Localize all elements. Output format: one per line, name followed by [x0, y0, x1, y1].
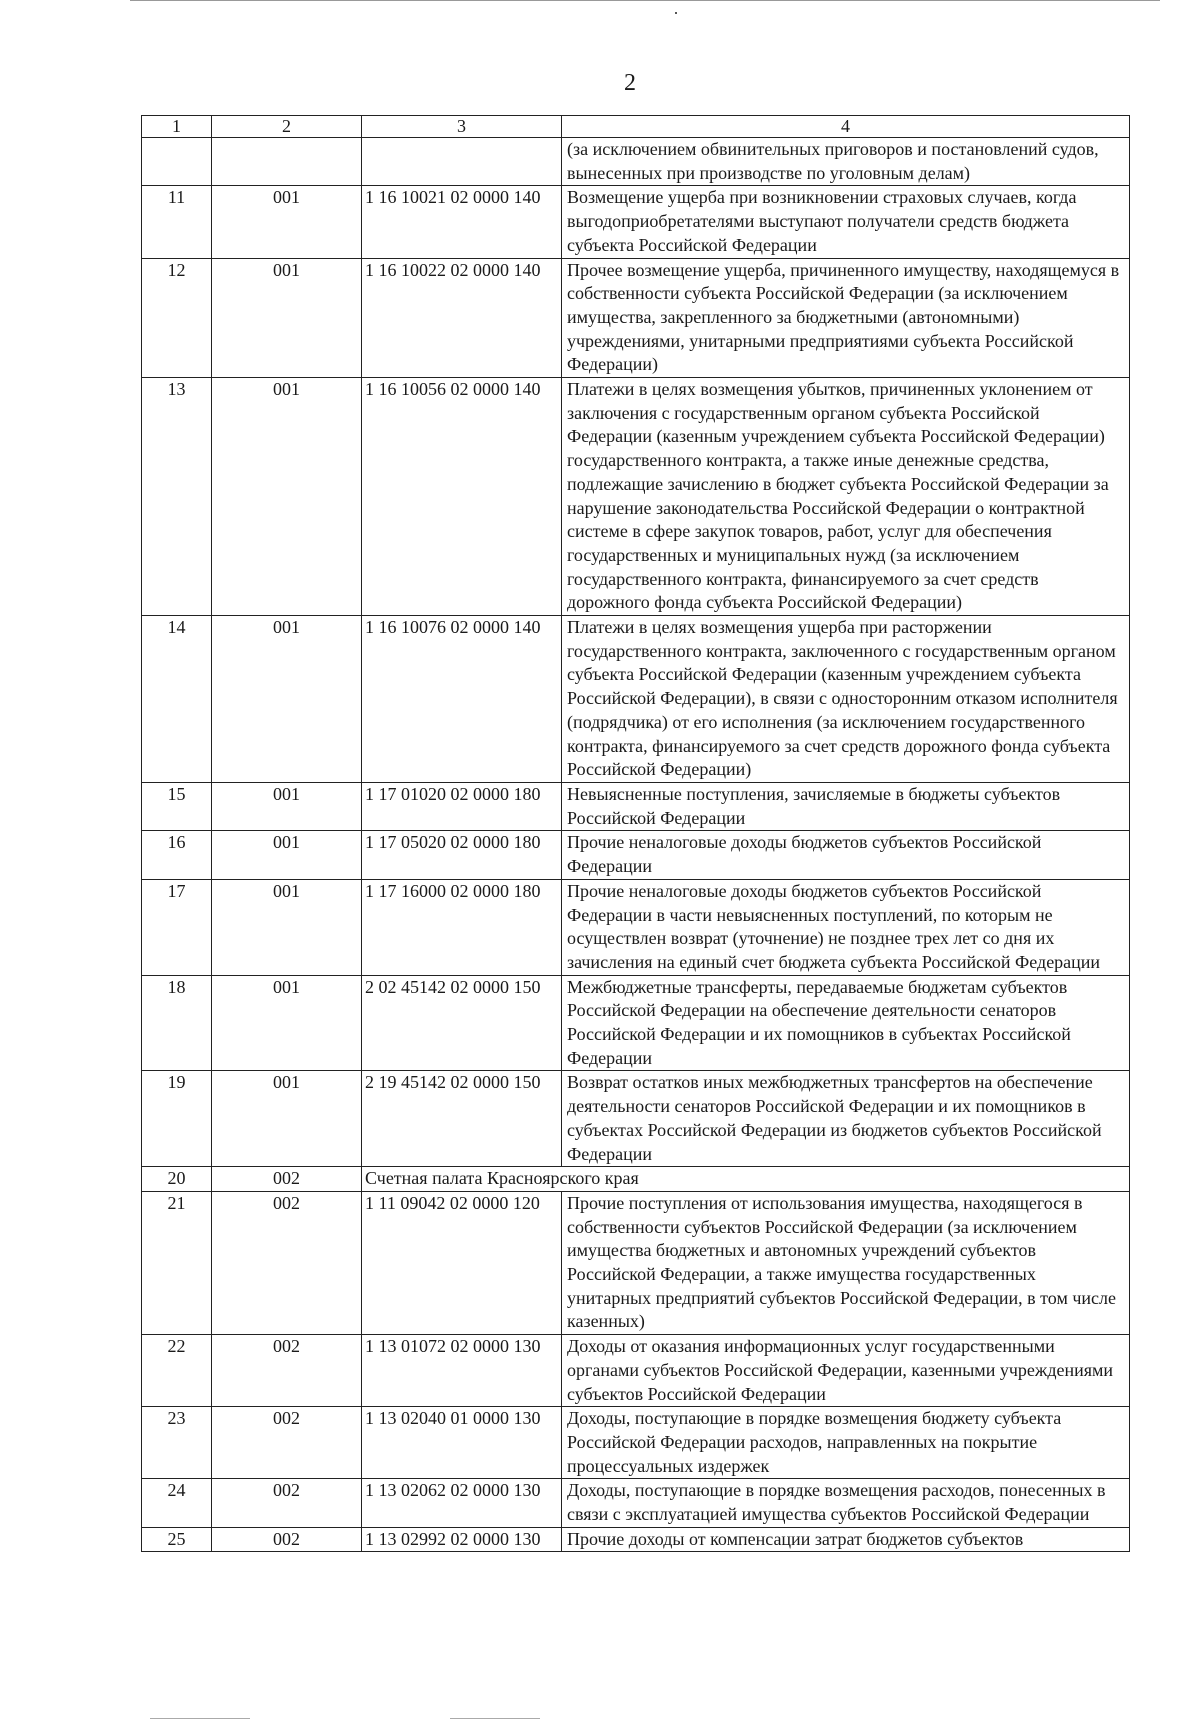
revenue-description-cell: Доходы, поступающие в порядке возмещения расходов, понесенных в связи с эксплуатацией имущества субъектов Российской Федерации [562, 1479, 1130, 1527]
row-number-cell [142, 138, 212, 186]
row-number-cell: 13 [142, 378, 212, 616]
revenue-description-cell: Прочие поступления от использования имущества, находящегося в собственности субъектов Российской Федерации (за исключением имущества бюджетных и автономных учреждений субъектов Российской Федерации, а также имущества государственных унитарных предприятий субъектов Российской Федерации, в том числе казенных) [562, 1191, 1130, 1334]
budget-code-cell: 1 13 02992 02 0000 130 [362, 1527, 562, 1552]
row-number-cell: 15 [142, 782, 212, 830]
admin-code-cell: 001 [212, 258, 362, 378]
row-number-cell: 17 [142, 879, 212, 975]
revenue-description-cell: Межбюджетные трансферты, передаваемые бюджетам субъектов Российской Федерации на обеспечение деятельности сенаторов Российской Федерации и их помощников в субъектах Российской Федерации [562, 975, 1130, 1071]
admin-code-cell: 002 [212, 1191, 362, 1334]
budget-code-cell: 1 13 01072 02 0000 130 [362, 1335, 562, 1407]
revenue-description-cell: (за исключением обвинительных приговоров и постановлений судов, вынесенных при производстве по уголовным делам) [562, 138, 1130, 186]
budget-code-cell: 2 02 45142 02 0000 150 [362, 975, 562, 1071]
budget-code-cell: 1 13 02062 02 0000 130 [362, 1479, 562, 1527]
revenue-description-cell: Возврат остатков иных межбюджетных трансфертов на обеспечение деятельности сенаторов Российской Федерации и их помощников в субъектах Российской Федерации из бюджетов субъектов Российской Федерации [562, 1071, 1130, 1167]
row-number-cell: 20 [142, 1167, 212, 1192]
admin-code-cell: 001 [212, 616, 362, 783]
revenue-description-cell: Платежи в целях возмещения убытков, причиненных уклонением от заключения с государственным органом субъекта Российской Федерации (казенным учреждением субъекта Российской Федерации) государственного контракта, а также иные денежные средства, подлежащие зачислению в бюджет субъекта Российской Федерации за нарушение законодательства Российской Федерации о контрактной системе в сфере закупок товаров, работ, услуг для обеспечения государственных и муниципальных нужд (за исключением государственного контракта, финансируемого за счет средств дорожного фонда субъекта Российской Федерации) [562, 378, 1130, 616]
header-col-1: 1 [142, 116, 212, 138]
admin-code-cell: 001 [212, 879, 362, 975]
admin-code-cell: 002 [212, 1167, 362, 1192]
budget-code-cell: 1 11 09042 02 0000 120 [362, 1191, 562, 1334]
table-row [142, 1335, 1130, 1407]
table-row [142, 138, 1130, 186]
budget-code-cell: 1 16 10021 02 0000 140 [362, 186, 562, 258]
bottom-mark [150, 1718, 250, 1719]
revenue-description-cell: Прочие неналоговые доходы бюджетов субъектов Российской Федерации [562, 831, 1130, 879]
table-header-row [142, 116, 1130, 138]
table-row [142, 1191, 1130, 1334]
budget-code-cell: 1 17 01020 02 0000 180 [362, 782, 562, 830]
table-row [142, 186, 1130, 258]
revenue-description-cell: Прочие неналоговые доходы бюджетов субъектов Российской Федерации в части невыясненных поступлений, по которым не осуществлен возврат (уточнение) не позднее трех лет со дня их зачисления на единый счет бюджета субъекта Российской Федерации [562, 879, 1130, 975]
table-row [142, 975, 1130, 1071]
header-col-3: 3 [362, 116, 562, 138]
admin-code-cell: 001 [212, 831, 362, 879]
row-number-cell: 18 [142, 975, 212, 1071]
admin-code-cell: 001 [212, 378, 362, 616]
budget-code-cell: 1 17 05020 02 0000 180 [362, 831, 562, 879]
table-row [142, 616, 1130, 783]
row-number-cell: 23 [142, 1407, 212, 1479]
admin-code-cell [212, 138, 362, 186]
budget-code-cell: 1 13 02040 01 0000 130 [362, 1407, 562, 1479]
admin-code-cell: 002 [212, 1407, 362, 1479]
table-row [142, 378, 1130, 616]
table-row [142, 1407, 1130, 1479]
admin-code-cell: 001 [212, 1071, 362, 1167]
budget-code-cell: 2 19 45142 02 0000 150 [362, 1071, 562, 1167]
row-number-cell: 19 [142, 1071, 212, 1167]
budget-code-cell: 1 16 10076 02 0000 140 [362, 616, 562, 783]
admin-code-cell: 002 [212, 1527, 362, 1552]
page-number: 2 [624, 70, 636, 96]
admin-code-cell: 002 [212, 1335, 362, 1407]
scan-speck [675, 12, 677, 14]
administrator-name-cell: Счетная палата Красноярского края [362, 1167, 1130, 1192]
table-row [142, 879, 1130, 975]
bottom-mark [450, 1718, 540, 1719]
row-number-cell: 14 [142, 616, 212, 783]
row-number-cell: 25 [142, 1527, 212, 1552]
budget-code-cell: 1 16 10022 02 0000 140 [362, 258, 562, 378]
row-number-cell: 16 [142, 831, 212, 879]
top-border-line [130, 0, 1160, 1]
admin-code-cell: 001 [212, 975, 362, 1071]
header-col-2: 2 [212, 116, 362, 138]
revenue-description-cell: Невыясненные поступления, зачисляемые в бюджеты субъектов Российской Федерации [562, 782, 1130, 830]
table-row [142, 782, 1130, 830]
table-row [142, 1479, 1130, 1527]
revenue-description-cell: Доходы от оказания информационных услуг государственными органами субъектов Российской Федерации, казенными учреждениями субъектов Российской Федерации [562, 1335, 1130, 1407]
table-row [142, 831, 1130, 879]
row-number-cell: 22 [142, 1335, 212, 1407]
header-col-4: 4 [562, 116, 1130, 138]
revenue-description-cell: Прочее возмещение ущерба, причиненного имуществу, находящемуся в собственности субъекта Российской Федерации (за исключением имущества, закрепленного за бюджетными (автономными) учреждениями, унитарными предприятиями субъекта Российской Федерации) [562, 258, 1130, 378]
admin-code-cell: 001 [212, 782, 362, 830]
admin-code-cell: 002 [212, 1479, 362, 1527]
table-row [142, 1527, 1130, 1552]
row-number-cell: 21 [142, 1191, 212, 1334]
budget-code-cell [362, 138, 562, 186]
budget-code-cell: 1 16 10056 02 0000 140 [362, 378, 562, 616]
revenue-description-cell: Возмещение ущерба при возникновении страховых случаев, когда выгодоприобретателями выступают получатели средств бюджета субъекта Российской Федерации [562, 186, 1130, 258]
row-number-cell: 11 [142, 186, 212, 258]
table-row [142, 1071, 1130, 1167]
admin-code-cell: 001 [212, 186, 362, 258]
table-row [142, 258, 1130, 378]
table-row [142, 1167, 1130, 1192]
revenue-description-cell: Прочие доходы от компенсации затрат бюджетов субъектов [562, 1527, 1130, 1552]
revenue-description-cell: Платежи в целях возмещения ущерба при расторжении государственного контракта, заключенного с государственным органом субъекта Российской Федерации (казенным учреждением субъекта Российской Федерации), в связи с односторонним отказом исполнителя (подрядчика) от его исполнения (за исключением государственного контракта, финансируемого за счет средств дорожного фонда субъекта Российской Федерации) [562, 616, 1130, 783]
row-number-cell: 12 [142, 258, 212, 378]
row-number-cell: 24 [142, 1479, 212, 1527]
revenue-description-cell: Доходы, поступающие в порядке возмещения бюджету субъекта Российской Федерации расходов, направленных на покрытие процессуальных издержек [562, 1407, 1130, 1479]
revenue-codes-table [141, 115, 1130, 1552]
budget-code-cell: 1 17 16000 02 0000 180 [362, 879, 562, 975]
